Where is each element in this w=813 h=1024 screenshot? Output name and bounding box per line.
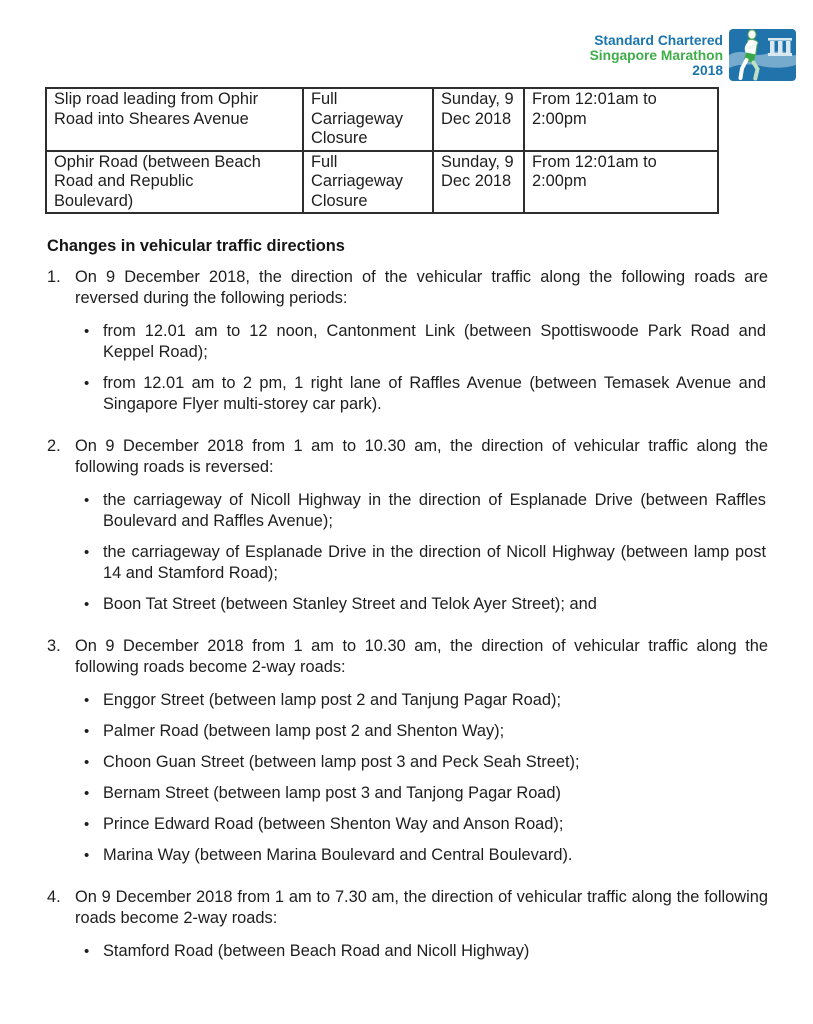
numbered-item-1: [45, 267, 768, 415]
bullet-marker-icon: •: [84, 785, 90, 802]
time-cell: [524, 151, 718, 214]
bullet-marker-icon: •: [84, 754, 90, 771]
logo-year: 2018: [692, 63, 723, 78]
numbered-item-4: [45, 887, 768, 962]
bullet-text: Enggor Street (between lamp post 2 and Tanjung Pagar Road);: [103, 691, 562, 709]
bullet-item: [75, 594, 768, 615]
item-number: 3.: [47, 637, 61, 655]
bullet-item: [75, 752, 768, 773]
event-logo: [590, 26, 796, 83]
bullet-text: Marina Way (between Marina Boulevard and Central Boulevard).: [103, 846, 573, 864]
bullet-marker-icon: •: [84, 847, 90, 864]
numbered-item-2: [45, 436, 768, 615]
section-heading: Changes in vehicular traffic directions: [47, 237, 345, 255]
bullet-marker-icon: •: [84, 375, 90, 392]
time-text: From 12:01am to 2:00pm: [532, 152, 657, 190]
bullet-marker-icon: •: [84, 723, 90, 740]
date-cell: [433, 88, 524, 151]
bullet-item: [75, 845, 768, 866]
item-text: On 9 December 2018 from 1 am to 10.30 am, the direction of vehicular traffic along the following roads become 2-way roads:: [75, 637, 768, 676]
date-text: Sunday, 9 Dec 2018: [441, 90, 514, 128]
road-text: Ophir Road (between Beach Road and Republic Boulevard): [54, 152, 261, 210]
bullet-marker-icon: •: [84, 692, 90, 709]
document-content: [45, 87, 768, 983]
bullet-text: Palmer Road (between lamp post 2 and Shenton Way);: [103, 722, 505, 740]
bullet-item: [75, 783, 768, 804]
date-cell: [433, 151, 524, 214]
closure-type-cell: [303, 88, 433, 151]
bullet-item: [75, 373, 768, 415]
bullet-item: [75, 490, 768, 532]
bullet-text: Stamford Road (between Beach Road and Nicoll Highway): [103, 942, 530, 960]
numbered-item-3: [45, 636, 768, 866]
item-number: 1.: [47, 268, 61, 286]
item-number: 2.: [47, 437, 61, 455]
event-logo-text: [590, 26, 723, 78]
closure-type-cell: [303, 151, 433, 214]
bullet-item: [75, 814, 768, 835]
bullet-marker-icon: •: [84, 816, 90, 833]
bullet-text: from 12.01 am to 2 pm, 1 right lane of Raffles Avenue (between Temasek Avenue and Singapore Flyer multi-storey car park).: [103, 374, 766, 413]
item-text: On 9 December 2018 from 1 am to 7.30 am, the direction of vehicular traffic along the following roads become 2-way roads:: [75, 888, 768, 927]
closure-type-text: Full Carriageway Closure: [311, 90, 404, 147]
table-row: [46, 88, 718, 151]
bullet-item: [75, 542, 768, 584]
logo-line-standard-chartered: Standard Chartered: [594, 33, 723, 48]
bullet-marker-icon: •: [84, 943, 90, 960]
bullet-marker-icon: •: [84, 492, 90, 509]
bullet-marker-icon: •: [84, 596, 90, 613]
time-text: From 12:01am to 2:00pm: [532, 90, 657, 128]
bullet-item: [75, 690, 768, 711]
bullet-text: from 12.01 am to 12 noon, Cantonment Link (between Spottiswoode Park Road and Keppel Road);: [103, 322, 766, 361]
table-row: [46, 151, 718, 214]
road-closure-table: [45, 87, 719, 214]
logo-line-singapore-marathon: Singapore Marathon: [589, 48, 723, 63]
time-cell: [524, 88, 718, 151]
road-cell: [46, 88, 303, 151]
closure-type-text: Full Carriageway Closure: [311, 152, 404, 210]
bullet-marker-icon: •: [84, 323, 90, 340]
item-text: On 9 December 2018 from 1 am to 10.30 am, the direction of vehicular traffic along the following roads is reversed:: [75, 437, 768, 476]
bullet-text: Bernam Street (between lamp post 3 and Tanjong Pagar Road): [103, 784, 562, 802]
item-text: On 9 December 2018, the direction of the vehicular traffic along the following roads are reversed during the following periods:: [75, 268, 768, 307]
bullet-text: Boon Tat Street (between Stanley Street and Telok Ayer Street); and: [103, 595, 597, 613]
road-text: Slip road leading from Ophir Road into Sheares Avenue: [54, 90, 259, 128]
bullet-item: [75, 321, 768, 363]
bullet-text: the carriageway of Esplanade Drive in the direction of Nicoll Highway (between lamp post 14 and Stamford Road);: [103, 543, 766, 582]
bullet-item: [75, 941, 768, 962]
marathon-runner-logo-icon: [728, 26, 796, 83]
road-cell: [46, 151, 303, 214]
item-number: 4.: [47, 888, 61, 906]
date-text: Sunday, 9 Dec 2018: [441, 152, 514, 190]
bullet-marker-icon: •: [84, 544, 90, 561]
bullet-item: [75, 721, 768, 742]
bullet-text: the carriageway of Nicoll Highway in the direction of Esplanade Drive (between Raffles Boulevard and Raffles Avenue);: [103, 491, 766, 530]
bullet-text: Choon Guan Street (between lamp post 3 and Peck Seah Street);: [103, 753, 580, 771]
bullet-text: Prince Edward Road (between Shenton Way and Anson Road);: [103, 815, 564, 833]
